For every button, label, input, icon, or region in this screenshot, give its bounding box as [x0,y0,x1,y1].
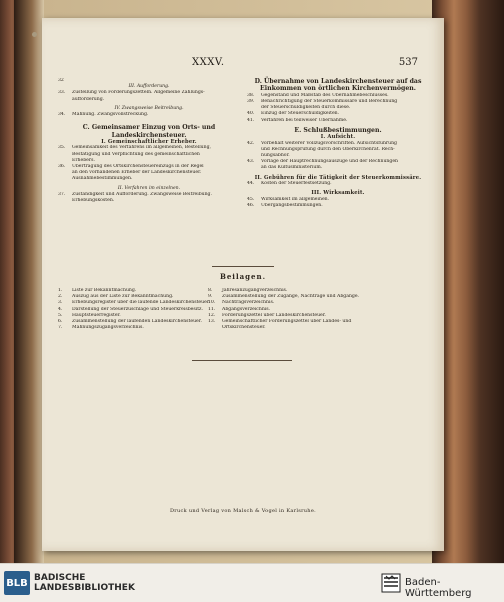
beilage-text: Liste zur Bekanntmachung. [72,288,137,293]
section-heading: C. Gemeinsamer Einzug von Orts- und [82,124,216,132]
subsection-heading: I. Aufsicht. [320,134,356,141]
paragraph-number: 43. [247,159,255,165]
subsection-heading: IV. Zwangsweise Beitreibung. [114,105,184,111]
beilage-number: 10. [208,300,216,306]
beilage-number: 12. [208,312,216,318]
entry-text: Zustellung von Forderungszetteln. Allgemeine Zahlungs- [72,90,205,96]
beilage-number: 4. [58,306,63,312]
entry-text: Kosten der Steuerfestsetzung. [261,181,332,187]
entry-text: Gegenstand und Maßstab des Übernahmebeschlusses. [261,92,389,98]
toc-entry [247,181,429,187]
paragraph-number: 37. [58,191,66,197]
page-header-title: XXXV. [192,57,225,68]
baden-wuerttemberg-crest-icon [380,572,402,594]
beilage-text: Darstellung der Steuerzuschläge und Steuerkreisbesitz. [72,306,203,312]
toc-entry [58,78,240,84]
beilage-text: Erhebungsregister über die laufende Landeskirchensteuer. [72,300,210,306]
beilage-number: 11. [208,306,216,312]
subsection-heading: III. Wirksamkeit. [311,190,365,197]
paragraph-number: 45. [247,196,255,202]
paper-mark [32,32,37,37]
toc-entry [58,112,240,118]
beilage-text: Abgangsverzeichnis. [222,306,271,312]
beilage-text: Mahnungszugangsverzeichnis. [72,325,144,331]
beilage-number: 2. [58,294,63,300]
printer-imprint: Druck und Verlag von Malsch & Vogel in Karlsruhe. [170,508,316,514]
beilage-number: 8. [208,288,213,293]
subsection-heading: II. Gebühren für die Tätigkeit der Steuerkommissäre. [254,174,422,181]
entry-text: Übertragung des Ortskirchensteuereinzugs in der Regel [72,164,204,170]
subsection-heading: III. Aufforderung. [128,84,170,90]
book-gutter [14,0,44,563]
paragraph-number: 42. [247,140,255,146]
library-name-line2: LANDESBIBLIOTHEK [34,583,135,593]
library-name[interactable] [34,573,135,593]
toc-entry-continuation: Erhebers. [72,157,95,163]
section-heading: Landeskirchensteuer. [111,131,187,139]
beilage-text: Gemeinschaftlicher Forderungszettel über Landes- und [222,319,352,325]
paragraph-number: 41. [247,117,255,123]
beilage-number: 5. [58,312,63,318]
toc-right-column [247,78,429,209]
beilage-text: Zusammenstellung der Zugänge, Nachträge und Abgänge. [222,294,360,300]
beilage-text: Auszug aus der Liste zur Bekanntmachung. [72,294,174,300]
subsection-heading: II. Verfahren im einzelnen. [117,185,181,191]
entry-text: Mahnung. Zwangsvollstreckung. [72,112,149,118]
section-divider [212,266,274,267]
entry-text: Zuständigkeit und Aufforderung. Zwangsweise Beitreibung. [72,191,212,197]
beilagen-right-list [208,288,390,331]
beilage-number: 13. [208,319,216,325]
toc-entry-continuation: Ausnahmebestimmungen. [72,176,133,182]
beilage-number: 6. [58,319,63,325]
entry-text: Einzug der Steuerschuldigkeiten. [261,111,340,117]
section-divider [192,360,292,361]
paragraph-number: 44. [247,181,255,187]
entry-text: Benachrichtigung der Steuerkommissäre und Berechnung [261,99,398,105]
beilage-text: Hauptsteuerregister. [72,312,121,318]
blb-logo[interactable]: BLB [4,571,30,595]
beilage-text: Jahresanzugangverzeichnis. [222,288,288,293]
library-footer-bar [0,563,504,602]
library-name-line1: BADISCHE [34,573,86,583]
beilage-text: Ortskirchensteuer. [222,325,266,331]
paragraph-number: 46. [247,202,255,208]
entry-text: Gemeinsamkeit des Verfahrens im allgemeinen, Bestellung, [72,145,211,151]
toc-entry-continuation: aufforderung. [72,96,105,102]
page-number: 537 [398,57,418,68]
entry-text: Vorbehalt weiterer Vollzugsvorschriften. Aufsichtsführung [261,140,397,146]
toc-entry-continuation: und Rechnungsprüfung durch den Oberkirchenrat. Rech- [261,146,395,152]
toc-entry-continuation: Erhebungskosten. [72,198,115,204]
toc-left-column [58,78,240,204]
paragraph-number: 40. [247,111,255,117]
paragraph-number: 34. [58,112,66,118]
toc-entry-continuation: Bestätigung und Verpflichtung des gemeinschaftlichen [72,151,200,157]
paragraph-number: 32 [58,78,64,83]
toc-entry-continuation: an den vorhandenen Erheber der Landeskirchensteuer. [72,170,202,176]
paragraph-number: 38. [247,92,255,98]
beilage-text: Zusammenstellung der laufenden Landeskirchensteuer. [72,319,202,325]
toc-entry-continuation: an das Kultusministerium. [261,165,323,171]
toc-entry [247,118,429,124]
beilage-number: 7. [58,325,63,331]
toc-entry-continuation: der Steuerschuldigkeiten durch diese. [261,105,351,111]
toc-entry-continuation: nungsabhör. [261,153,290,159]
toc-entry [247,203,429,209]
document-page [42,18,444,551]
beilage-text: Nachtragsverzeichnis. [222,300,275,306]
beilage-number: 1. [58,288,63,293]
section-heading: D. Übernahme von Landeskirchensteuer auf das [254,78,422,85]
beilage-number: 9. [208,294,213,300]
beilage-text: Forderungszettel über Landeskirchensteuer. [222,312,326,318]
entry-text: Vorlage der Hauptrechnungsauszüge und der Rechnungen [261,159,398,165]
beilage-item [208,325,390,331]
entry-text: Wirksamkeit im allgemeinen. [261,196,330,202]
entry-text: Verfahren bei teilweiser Übernahme. [261,117,348,123]
subsection-heading: I. Gemeinschaftlicher Erheber. [101,139,197,146]
beilagen-heading: Beilagen. [219,272,267,281]
paragraph-number: 33. [58,90,66,96]
paragraph-number: 35. [58,145,66,151]
entry-text: Übergangsbestimmungen. [261,202,323,208]
paragraph-number: 36. [58,164,66,170]
section-heading: E. Schlußbestimmungen. [294,126,382,134]
state-name[interactable]: Baden-Württemberg [405,577,472,599]
paragraph-number: 39. [247,99,255,105]
section-heading: Einkommen von örtlichen Kirchenvermögen. [260,85,416,93]
beilage-number: 3. [58,300,63,306]
